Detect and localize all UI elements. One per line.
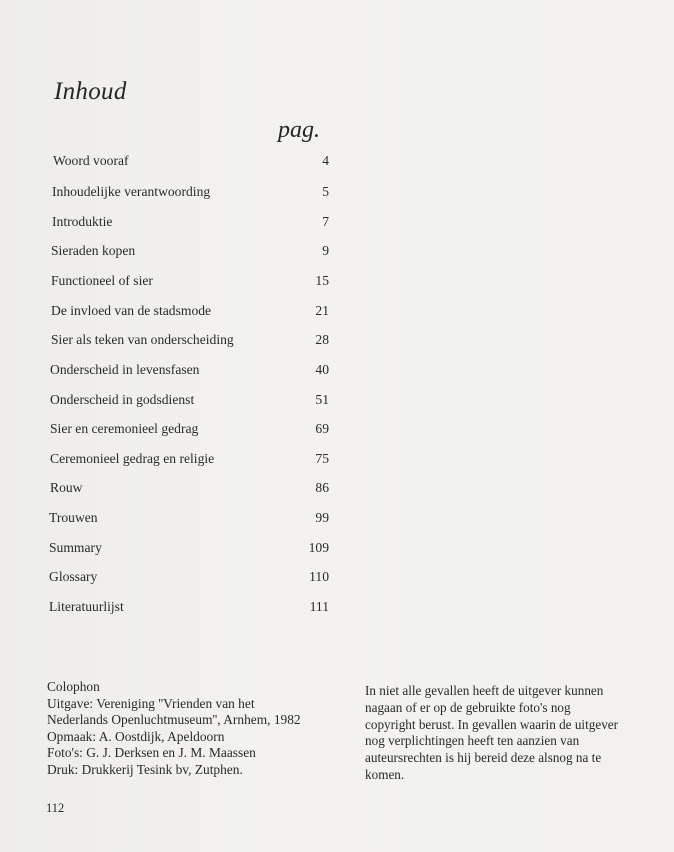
colophon-line: Opmaak: A. Oostdijk, Apeldoorn	[47, 728, 225, 744]
toc-entry-page: 21	[315, 303, 329, 318]
toc-entry-title: Woord vooraf	[53, 153, 129, 168]
page-column-label: pag.	[278, 117, 320, 143]
note-line: nagaan of er op de gebruikte foto's nog	[365, 699, 571, 715]
toc-entry	[52, 181, 329, 203]
colophon-line: Nederlands Openluchtmuseum'', Arnhem, 1982	[47, 712, 301, 728]
toc-entry-title: Onderscheid in godsdienst	[50, 392, 195, 407]
toc-entry-title: Sier als teken van onderscheiding	[51, 332, 234, 347]
page-title: Inhoud	[54, 78, 127, 105]
note-line: nog verplichtingen heeft ten aanzien van	[365, 733, 580, 749]
toc-entry	[51, 300, 329, 322]
toc-entry-page: 4	[322, 153, 329, 168]
toc-entry-page: 9	[322, 243, 329, 258]
colophon-line: Foto's: G. J. Derksen en J. M. Maassen	[47, 745, 256, 761]
toc-entry-page: 111	[309, 599, 329, 614]
copyright-note	[365, 683, 640, 784]
toc-entry	[50, 418, 329, 440]
toc-entry-title: De invloed van de stadsmode	[51, 303, 212, 318]
toc-entry	[50, 448, 329, 470]
toc-entry	[51, 270, 329, 292]
toc-entry	[52, 211, 329, 233]
toc-entry-title: Sier en ceremonieel gedrag	[50, 421, 199, 436]
toc-entry-title: Inhoudelijke verantwoording	[52, 184, 211, 199]
toc-entry	[51, 329, 329, 351]
toc-entry-page: 69	[315, 421, 329, 436]
toc-entry-title: Literatuurlijst	[49, 599, 124, 614]
toc-entry	[50, 389, 329, 411]
colophon-heading: Colophon	[47, 679, 100, 694]
toc-entry-title: Summary	[49, 540, 102, 555]
colophon	[47, 679, 337, 779]
toc-entry-title: Glossary	[49, 569, 98, 584]
toc-entry-page: 99	[315, 510, 329, 525]
note-line: komen.	[365, 766, 405, 782]
toc-entry-title: Ceremonieel gedrag en religie	[50, 451, 215, 466]
toc-entry	[49, 507, 329, 529]
colophon-line: Uitgave: Vereniging ''Vrienden van het	[47, 695, 255, 711]
toc-entry-title: Rouw	[50, 480, 83, 495]
toc-entry-title: Onderscheid in levensfasen	[50, 362, 200, 377]
colophon-line: Druk: Drukkerij Tesink bv, Zutphen.	[47, 761, 243, 777]
page-number: 112	[46, 801, 65, 815]
toc-entry-title: Introduktie	[52, 214, 113, 229]
toc-entry	[53, 150, 329, 172]
toc-entry-page: 110	[309, 569, 329, 584]
toc-entry-title: Functioneel of sier	[51, 273, 153, 288]
toc-entry	[50, 359, 329, 381]
toc-entry-page: 86	[315, 480, 329, 495]
toc-entry	[51, 240, 329, 262]
toc-entry	[49, 596, 329, 618]
toc-entry-title: Sieraden kopen	[51, 243, 136, 258]
note-line: In niet alle gevallen heeft de uitgever kunnen	[365, 683, 604, 698]
toc-entry-title: Trouwen	[49, 510, 98, 525]
toc-entry-page: 109	[308, 540, 329, 555]
toc-entry	[49, 566, 329, 588]
toc-entry-page: 28	[315, 332, 329, 347]
toc-entry-page: 15	[315, 273, 329, 288]
toc-entry-page: 75	[315, 451, 329, 466]
toc-entry-page: 40	[315, 362, 329, 377]
toc-entry	[49, 537, 329, 559]
toc-entry-page: 51	[315, 392, 329, 407]
toc-entry	[50, 477, 329, 499]
note-line: auteursrechten is hij bereid deze alsnog na te	[365, 750, 602, 766]
note-line: copyright berust. In gevallen waarin de uitgever	[365, 716, 619, 732]
toc-entry-page: 7	[322, 214, 329, 229]
toc-entry-page: 5	[322, 184, 329, 199]
